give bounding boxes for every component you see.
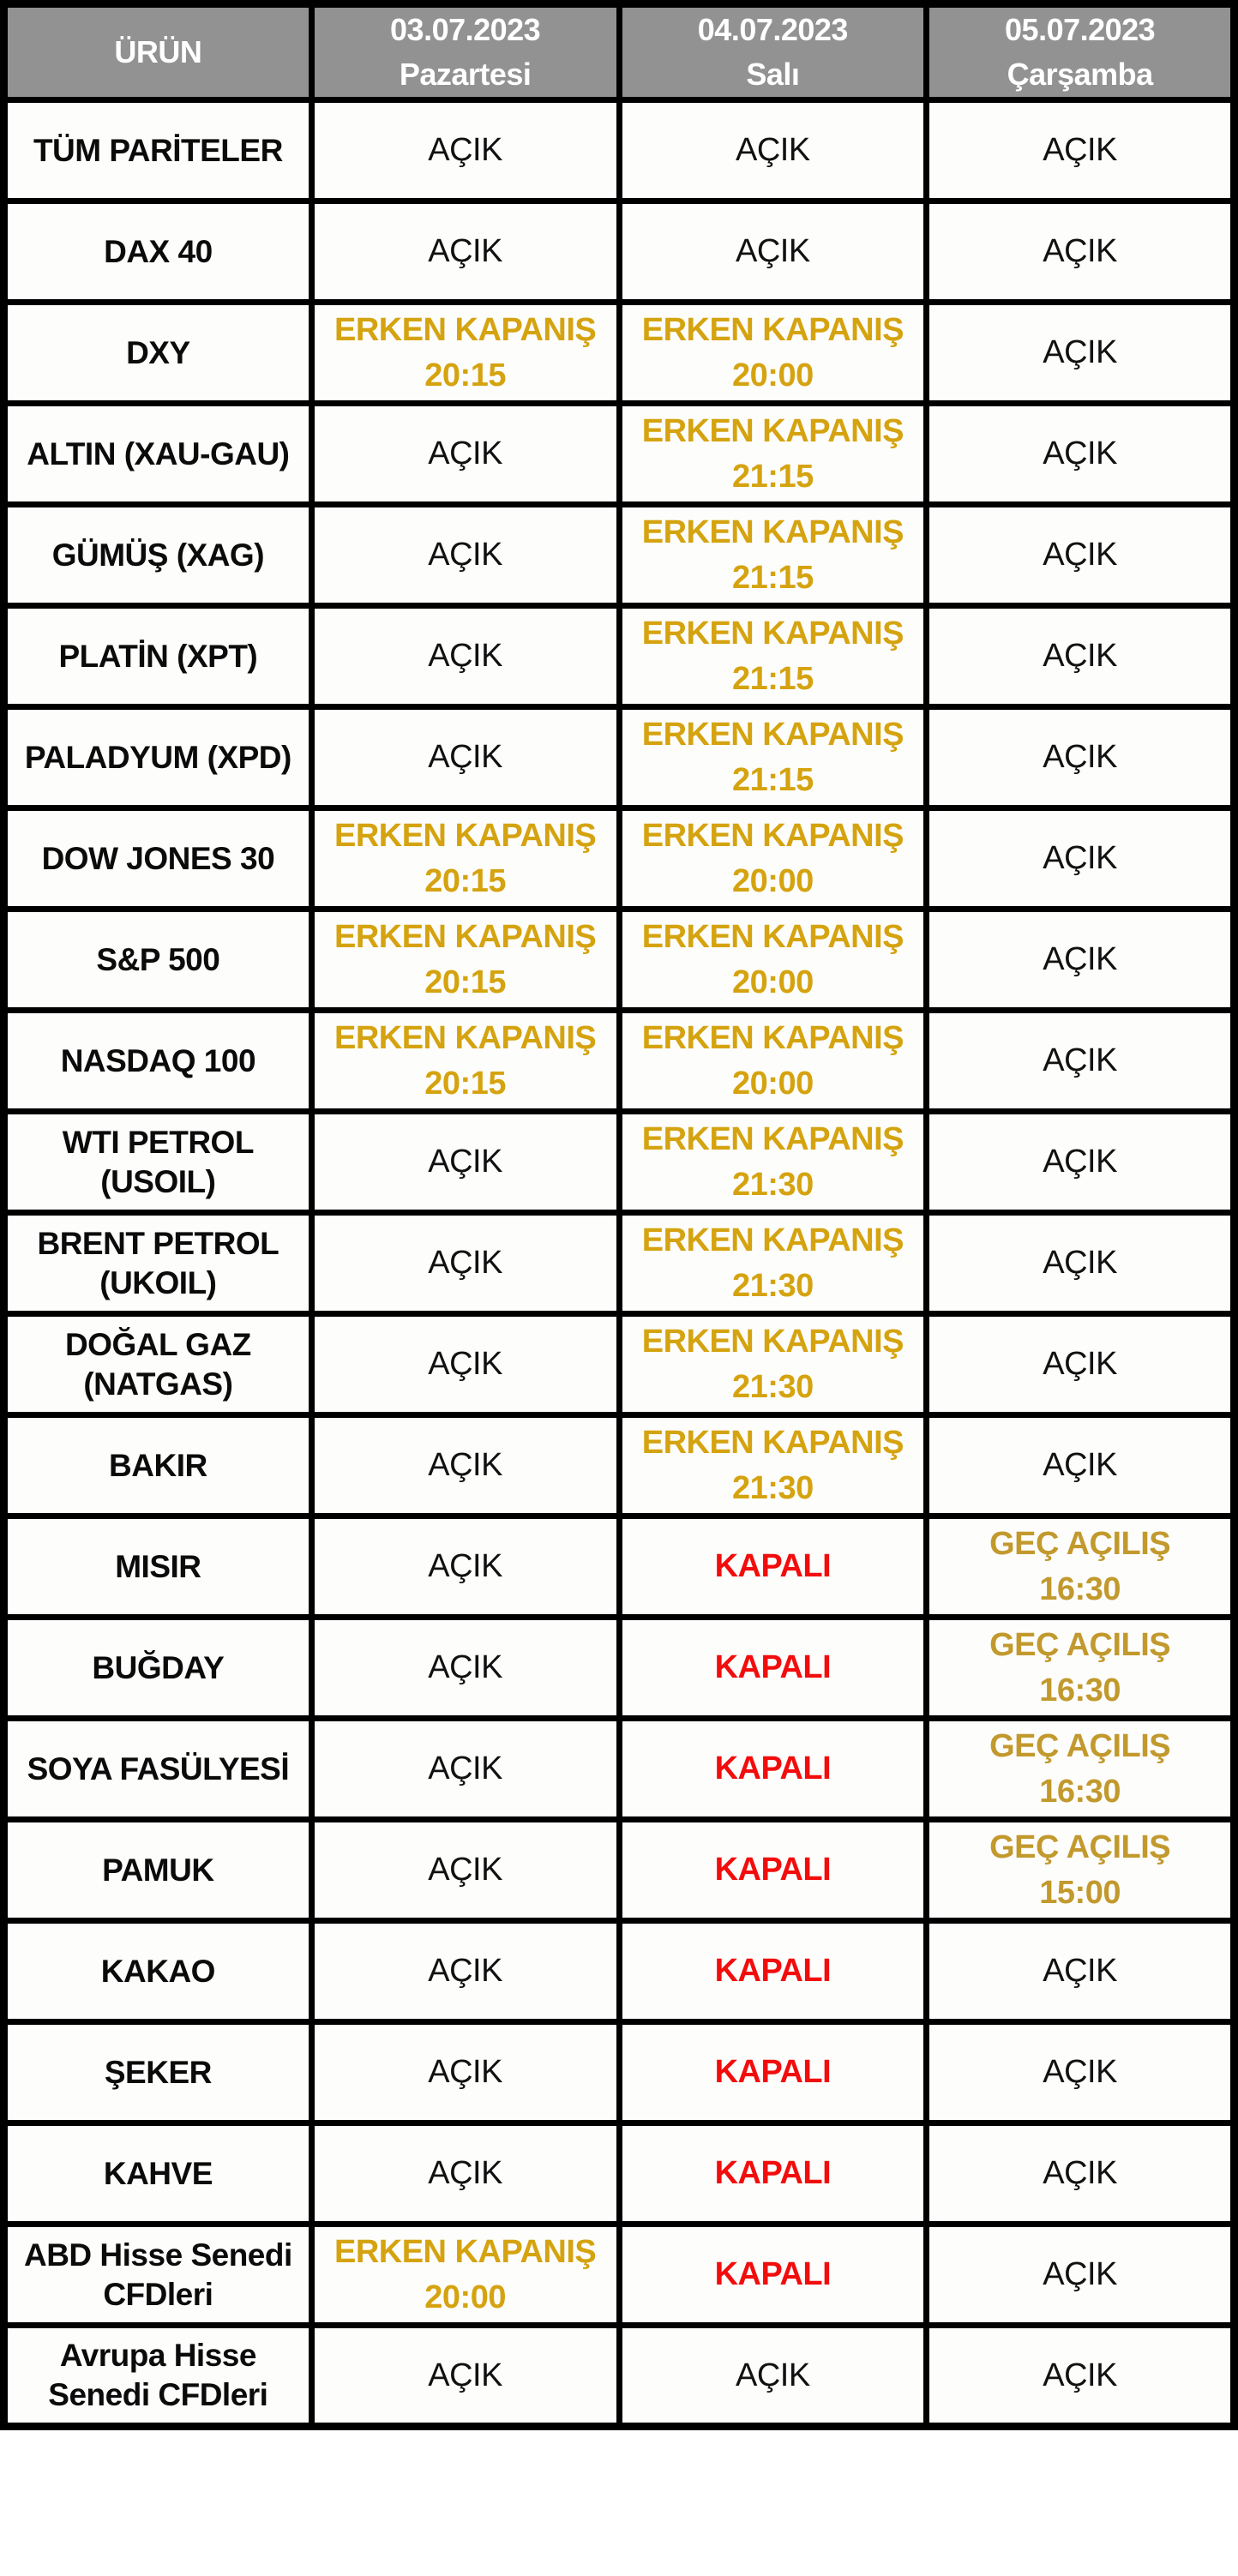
- status-label: AÇIK: [428, 1144, 502, 1180]
- header-day-wednesday: [927, 4, 1235, 100]
- status-time: 21:30: [732, 1368, 814, 1405]
- status-cell-late: [927, 1618, 1235, 1719]
- status-cell-late: [927, 1719, 1235, 1820]
- product-cell: [4, 201, 312, 303]
- status-cell-open: [311, 505, 619, 606]
- status-label: ERKEN KAPANIŞ: [641, 1424, 904, 1461]
- table-body: [4, 100, 1235, 2427]
- status-cell-early: [619, 1213, 927, 1314]
- product-cell: [4, 2123, 312, 2225]
- status-time: 16:30: [1039, 1773, 1121, 1810]
- status-cell-late: [927, 1516, 1235, 1618]
- header-date: 03.07.2023: [390, 12, 541, 47]
- status-cell-late: [927, 1820, 1235, 1921]
- status-label: AÇIK: [1043, 638, 1117, 675]
- status-label: AÇIK: [1043, 739, 1117, 776]
- product-label: DOW JONES 30: [41, 840, 275, 876]
- product-label: DAX 40: [104, 233, 213, 269]
- status-label: KAPALI: [714, 1852, 832, 1888]
- product-cell: [4, 1921, 312, 2022]
- header-day-monday: [311, 4, 619, 100]
- status-cell-open: [311, 2326, 619, 2427]
- status-label: ERKEN KAPANIŞ: [334, 817, 597, 854]
- status-cell-open: [311, 2123, 619, 2225]
- status-label: ERKEN KAPANIŞ: [334, 2233, 597, 2270]
- status-label: ERKEN KAPANIŞ: [641, 1019, 904, 1056]
- status-label: KAPALI: [714, 1649, 832, 1686]
- status-cell-early: [311, 1011, 619, 1112]
- status-cell-open: [619, 2326, 927, 2427]
- status-cell-open: [927, 808, 1235, 910]
- product-cell: [4, 2022, 312, 2123]
- product-label: BUĞDAY: [92, 1649, 225, 1685]
- status-cell-open: [927, 606, 1235, 707]
- product-label: GÜMÜŞ (XAG): [51, 537, 265, 573]
- status-cell-closed: [619, 2022, 927, 2123]
- status-cell-closed: [619, 1921, 927, 2022]
- table-row: [4, 910, 1235, 1011]
- status-label: KAPALI: [714, 2155, 832, 2192]
- product-cell: [4, 910, 312, 1011]
- status-time: 16:30: [1039, 1570, 1121, 1607]
- status-cell-open: [311, 100, 619, 201]
- status-cell-open: [311, 1719, 619, 1820]
- table-row: [4, 404, 1235, 505]
- product-label: SOYA FASÜLYESİ: [27, 1750, 290, 1786]
- status-label: AÇIK: [1043, 435, 1117, 472]
- status-cell-open: [311, 2022, 619, 2123]
- status-cell-open: [311, 1820, 619, 1921]
- table-row: [4, 1618, 1235, 1719]
- status-label: AÇIK: [1043, 840, 1117, 877]
- status-label: AÇIK: [1043, 1346, 1117, 1383]
- status-cell-early: [619, 1415, 927, 1516]
- status-label: ERKEN KAPANIŞ: [641, 1120, 904, 1157]
- status-label: ERKEN KAPANIŞ: [641, 1222, 904, 1258]
- status-time: 20:15: [424, 862, 506, 899]
- status-cell-open: [311, 707, 619, 808]
- status-cell-early: [619, 505, 927, 606]
- product-cell: [4, 1820, 312, 1921]
- status-cell-early: [311, 303, 619, 404]
- table-row: [4, 808, 1235, 910]
- header-weekday: Salı: [746, 57, 800, 93]
- status-cell-early: [619, 404, 927, 505]
- product-cell: [4, 2326, 312, 2427]
- product-label: S&P 500: [96, 941, 220, 977]
- status-cell-open: [311, 1618, 619, 1719]
- status-cell-closed: [619, 1516, 927, 1618]
- status-label: GEÇ AÇILIŞ: [989, 1525, 1171, 1562]
- status-time: 16:30: [1039, 1672, 1121, 1708]
- status-cell-open: [927, 100, 1235, 201]
- product-cell: [4, 1618, 312, 1719]
- table-row: [4, 2225, 1235, 2326]
- status-cell-early: [619, 606, 927, 707]
- status-label: AÇIK: [736, 132, 810, 169]
- status-label: AÇIK: [428, 1649, 502, 1686]
- product-label: KAHVE: [103, 2155, 213, 2191]
- status-label: AÇIK: [736, 233, 810, 270]
- status-label: AÇIK: [428, 638, 502, 675]
- table-row: [4, 2123, 1235, 2225]
- status-label: AÇIK: [428, 435, 502, 472]
- product-cell: [4, 1213, 312, 1314]
- product-label: BRENT PETROL (UKOIL): [37, 1225, 279, 1300]
- status-cell-open: [927, 201, 1235, 303]
- status-cell-early: [311, 2225, 619, 2326]
- product-label: WTI PETROL (USOIL): [62, 1124, 254, 1199]
- status-cell-closed: [619, 2123, 927, 2225]
- status-time: 21:30: [732, 1267, 814, 1304]
- status-time: 21:30: [732, 1166, 814, 1203]
- status-label: AÇIK: [428, 132, 502, 169]
- status-label: AÇIK: [1043, 941, 1117, 978]
- status-label: GEÇ AÇILIŞ: [989, 1626, 1171, 1663]
- product-cell: [4, 1719, 312, 1820]
- status-time: 21:15: [732, 458, 814, 495]
- header-product-label: ÜRÜN: [114, 34, 202, 70]
- table-row: [4, 1415, 1235, 1516]
- status-time: 21:15: [732, 660, 814, 697]
- status-label: AÇIK: [1043, 537, 1117, 573]
- product-label: ABD Hisse Senedi CFDleri: [23, 2237, 292, 2312]
- status-label: AÇIK: [1043, 2054, 1117, 2091]
- table-row: [4, 1011, 1235, 1112]
- status-time: 20:15: [424, 357, 506, 393]
- table-row: [4, 1314, 1235, 1415]
- status-label: AÇIK: [1043, 2155, 1117, 2192]
- status-label: ERKEN KAPANIŞ: [641, 311, 904, 348]
- status-label: AÇIK: [1043, 1447, 1117, 1484]
- status-label: KAPALI: [714, 2054, 832, 2091]
- status-label: AÇIK: [1043, 1953, 1117, 1990]
- status-label: AÇIK: [736, 2357, 810, 2393]
- status-label: AÇIK: [1043, 2256, 1117, 2293]
- status-cell-early: [619, 808, 927, 910]
- status-cell-open: [927, 2123, 1235, 2225]
- status-time: 20:00: [732, 357, 814, 393]
- status-label: AÇIK: [1043, 1144, 1117, 1180]
- status-cell-early: [311, 910, 619, 1011]
- status-cell-closed: [619, 2225, 927, 2326]
- status-label: AÇIK: [1043, 233, 1117, 270]
- product-label: DOĞAL GAZ (NATGAS): [64, 1326, 251, 1402]
- status-label: ERKEN KAPANIŞ: [641, 412, 904, 449]
- table-row: [4, 606, 1235, 707]
- header-day-tuesday: [619, 4, 927, 100]
- product-cell: [4, 808, 312, 910]
- status-label: ERKEN KAPANIŞ: [641, 1323, 904, 1360]
- status-label: ERKEN KAPANIŞ: [641, 817, 904, 854]
- product-cell: [4, 1314, 312, 1415]
- status-cell-open: [619, 100, 927, 201]
- status-cell-open: [927, 1011, 1235, 1112]
- table-row: [4, 1112, 1235, 1213]
- status-label: ERKEN KAPANIŞ: [641, 513, 904, 550]
- status-time: 15:00: [1039, 1874, 1121, 1911]
- status-label: ERKEN KAPANIŞ: [641, 918, 904, 955]
- status-time: 21:15: [732, 559, 814, 596]
- table-row: [4, 2022, 1235, 2123]
- status-time: 20:15: [424, 1065, 506, 1102]
- status-label: AÇIK: [428, 1245, 502, 1282]
- status-cell-open: [927, 2326, 1235, 2427]
- status-label: AÇIK: [428, 739, 502, 776]
- status-cell-open: [927, 505, 1235, 606]
- status-label: AÇIK: [1043, 2357, 1117, 2393]
- status-cell-open: [311, 606, 619, 707]
- status-cell-early: [619, 910, 927, 1011]
- status-cell-open: [927, 404, 1235, 505]
- product-label: BAKIR: [109, 1447, 207, 1483]
- status-label: AÇIK: [428, 1750, 502, 1787]
- status-cell-open: [927, 2225, 1235, 2326]
- status-label: KAPALI: [714, 1750, 832, 1787]
- product-label: PLATİN (XPT): [58, 638, 258, 674]
- status-label: AÇIK: [1043, 1245, 1117, 1282]
- product-cell: [4, 1516, 312, 1618]
- status-label: AÇIK: [1043, 334, 1117, 371]
- status-cell-open: [311, 201, 619, 303]
- header-date: 05.07.2023: [1005, 12, 1156, 47]
- status-label: GEÇ AÇILIŞ: [989, 1727, 1171, 1764]
- status-label: KAPALI: [714, 2256, 832, 2293]
- product-cell: [4, 707, 312, 808]
- status-cell-open: [311, 1921, 619, 2022]
- header-row: [4, 4, 1235, 100]
- status-cell-open: [927, 303, 1235, 404]
- status-label: ERKEN KAPANIŞ: [334, 918, 597, 955]
- status-cell-open: [927, 2022, 1235, 2123]
- status-label: AÇIK: [428, 1447, 502, 1484]
- product-cell: [4, 1112, 312, 1213]
- status-label: AÇIK: [428, 1346, 502, 1383]
- status-time: 20:00: [732, 964, 814, 1000]
- product-cell: [4, 606, 312, 707]
- header-weekday: Pazartesi: [399, 57, 532, 93]
- status-label: AÇIK: [1043, 132, 1117, 169]
- table-row: [4, 1516, 1235, 1618]
- status-cell-open: [311, 404, 619, 505]
- table-header: [4, 4, 1235, 100]
- status-label: KAPALI: [714, 1548, 832, 1585]
- product-label: KAKAO: [100, 1953, 215, 1989]
- status-cell-closed: [619, 1618, 927, 1719]
- status-cell-open: [311, 1516, 619, 1618]
- table-row: [4, 1921, 1235, 2022]
- table-row: [4, 100, 1235, 201]
- status-cell-open: [311, 1314, 619, 1415]
- header-product-column: [4, 4, 312, 100]
- status-cell-early: [311, 808, 619, 910]
- product-cell: [4, 1415, 312, 1516]
- status-cell-open: [927, 1921, 1235, 2022]
- status-label: ERKEN KAPANIŞ: [334, 311, 597, 348]
- status-label: AÇIK: [428, 1548, 502, 1585]
- status-cell-open: [927, 1314, 1235, 1415]
- status-time: 21:30: [732, 1469, 814, 1506]
- status-label: AÇIK: [428, 2155, 502, 2192]
- status-cell-open: [927, 1415, 1235, 1516]
- table-row: [4, 1820, 1235, 1921]
- status-label: GEÇ AÇILIŞ: [989, 1828, 1171, 1865]
- table-row: [4, 1719, 1235, 1820]
- product-label: NASDAQ 100: [60, 1042, 256, 1078]
- status-label: AÇIK: [428, 233, 502, 270]
- product-label: PAMUK: [102, 1852, 214, 1888]
- status-label: AÇIK: [1043, 1042, 1117, 1079]
- header-date: 04.07.2023: [697, 12, 848, 47]
- status-label: AÇIK: [428, 2357, 502, 2393]
- table-row: [4, 201, 1235, 303]
- product-label: ŞEKER: [104, 2054, 212, 2090]
- product-cell: [4, 404, 312, 505]
- status-cell-closed: [619, 1719, 927, 1820]
- status-cell-closed: [619, 1820, 927, 1921]
- product-cell: [4, 505, 312, 606]
- status-cell-open: [311, 1112, 619, 1213]
- table-row: [4, 505, 1235, 606]
- status-cell-open: [927, 1213, 1235, 1314]
- table-row: [4, 303, 1235, 404]
- product-label: DXY: [126, 334, 190, 370]
- status-label: ERKEN KAPANIŞ: [641, 716, 904, 753]
- status-cell-open: [311, 1415, 619, 1516]
- status-time: 20:15: [424, 964, 506, 1000]
- status-label: KAPALI: [714, 1953, 832, 1990]
- header-weekday: Çarşamba: [1007, 57, 1153, 93]
- status-label: ERKEN KAPANIŞ: [334, 1019, 597, 1056]
- status-cell-early: [619, 303, 927, 404]
- product-label: Avrupa Hisse Senedi CFDleri: [48, 2338, 268, 2413]
- product-cell: [4, 1011, 312, 1112]
- status-time: 20:00: [732, 1065, 814, 1102]
- table-row: [4, 1213, 1235, 1314]
- product-cell: [4, 2225, 312, 2326]
- status-cell-open: [619, 201, 927, 303]
- status-label: AÇIK: [428, 1852, 502, 1888]
- status-time: 21:15: [732, 761, 814, 798]
- product-cell: [4, 303, 312, 404]
- status-cell-early: [619, 1112, 927, 1213]
- status-label: AÇIK: [428, 1953, 502, 1990]
- status-cell-early: [619, 1314, 927, 1415]
- table-row: [4, 707, 1235, 808]
- product-label: TÜM PARİTELER: [33, 132, 283, 168]
- table-row: [4, 2326, 1235, 2427]
- status-label: AÇIK: [428, 2054, 502, 2091]
- product-cell: [4, 100, 312, 201]
- status-cell-early: [619, 707, 927, 808]
- status-cell-open: [927, 707, 1235, 808]
- status-cell-open: [311, 1213, 619, 1314]
- product-label: ALTIN (XAU-GAU): [27, 435, 290, 471]
- product-label: MISIR: [115, 1548, 201, 1584]
- status-time: 20:00: [424, 2279, 506, 2315]
- status-cell-open: [927, 1112, 1235, 1213]
- status-label: AÇIK: [428, 537, 502, 573]
- status-cell-open: [927, 910, 1235, 1011]
- status-cell-early: [619, 1011, 927, 1112]
- status-time: 20:00: [732, 862, 814, 899]
- product-label: PALADYUM (XPD): [24, 739, 291, 775]
- status-label: ERKEN KAPANIŞ: [641, 615, 904, 652]
